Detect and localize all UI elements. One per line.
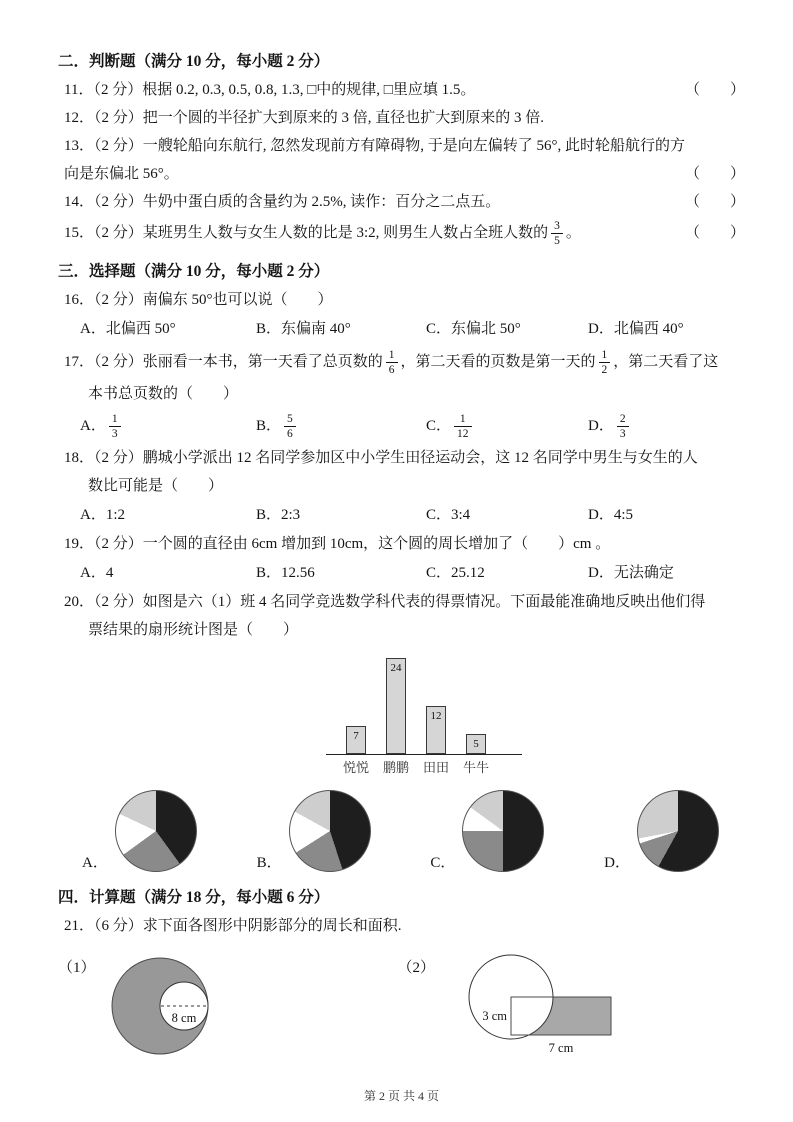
bar-category-label: 牛牛 [462, 760, 489, 775]
bar-悦悦 [336, 726, 376, 754]
section-4-heading: 四．计算题（满分 18 分，每小题 6 分） [58, 889, 330, 906]
fraction-1-12 [454, 413, 472, 440]
option-16-c: C．东偏北 50° [426, 321, 521, 337]
bar-牛牛 [456, 734, 496, 754]
option-19-a: A．4 [80, 565, 114, 581]
pie-chart-B [289, 790, 371, 872]
option-18-b: B．2:3 [256, 507, 301, 523]
question-19-options [58, 558, 745, 588]
pie-option-C [430, 790, 544, 872]
question-15 [58, 216, 745, 250]
figure-2-label: （2） [397, 960, 436, 976]
question-11 [58, 76, 745, 104]
question-12-text: 12．（2 分）把一个圆的半径扩大到原来的 3 倍, 直径也扩大到原来的 3 倍. [64, 110, 545, 126]
figure-2-drawing [439, 950, 669, 1068]
figure-2-height-dimension: 3 cm [482, 1009, 508, 1023]
question-18-options [58, 500, 745, 530]
pie-chart-C [462, 790, 544, 872]
figure-1 [58, 950, 230, 1068]
question-14-answer-slot: （ ） [684, 194, 745, 210]
fraction-1-6 [386, 349, 398, 376]
fraction-denominator: 3 [111, 428, 118, 440]
bar-田田 [416, 706, 456, 754]
question-13-line2 [58, 160, 745, 188]
fraction-numerator: 5 [284, 413, 296, 427]
fraction-denominator: 2 [601, 364, 608, 376]
question-16: 16．（2 分）南偏东 50°也可以说（ ） [64, 292, 333, 308]
fraction-numerator: 1 [599, 349, 611, 363]
pie-chart-D [637, 790, 719, 872]
pie-option-label: A． [82, 855, 108, 871]
pie-option-label: B． [256, 855, 282, 871]
question-13-answer-slot: （ ） [684, 166, 745, 182]
pie-chart-A [115, 790, 197, 872]
fraction-numerator: 1 [109, 413, 121, 427]
bar-value-label: 5 [473, 738, 479, 750]
question-18-line2: 数比可能是（ ） [88, 478, 224, 494]
question-15-text-post: 。 [565, 225, 581, 241]
fraction-denominator: 12 [457, 428, 469, 440]
fraction-numerator: 1 [386, 349, 398, 363]
option-19-c: C．25.12 [426, 565, 485, 581]
question-11-text: 11．（2 分）根据 0.2, 0.3, 0.5, 0.8, 1.3, □中的规律, □里应填 1.5。 [64, 82, 476, 98]
figure-1-drawing [100, 950, 230, 1062]
question-17-part1: 17．（2 分）张丽看一本书，第一天看了总页数的 [64, 354, 383, 370]
question-15-text [58, 216, 677, 250]
option-17-a [80, 408, 256, 444]
bar-chart-categories [326, 755, 522, 776]
pie-option-A [82, 790, 197, 872]
bar-value-label: 24 [390, 662, 402, 674]
fraction-3-5 [551, 220, 563, 247]
fraction-2-3 [617, 413, 629, 440]
pie-option-D [604, 790, 719, 872]
question-17-line2: 本书总页数的（ ） [88, 386, 239, 402]
option-18-a: A．1:2 [80, 507, 126, 523]
question-20-line1: 20．（2 分）如图是六（1）班 4 名同学竞选数学科代表的得票情况。下面最能准确地反映出他们得 [64, 594, 706, 610]
question-13-text-line1: 13．（2 分）一艘轮船向东航行, 忽然发现前方有障碍物, 于是向左偏转了 56°, 此时轮船航行的方 [64, 138, 686, 154]
bar-value-label: 12 [430, 710, 442, 722]
option-18-c: C．3:4 [426, 507, 471, 523]
question-12 [58, 104, 745, 132]
question-11-answer-slot: （ ） [684, 82, 745, 98]
option-19-b: B．12.56 [256, 565, 315, 581]
question-17-options [58, 408, 745, 444]
question-13-line1 [58, 132, 745, 160]
fraction-denominator: 5 [554, 235, 560, 247]
question-17-line1 [58, 344, 745, 380]
question-21: 21．（6 分）求下面各图形中阴影部分的周长和面积. [64, 918, 402, 934]
pie-option-B [257, 790, 371, 872]
option-label: A． [80, 418, 106, 434]
figure-2-width-dimension: 7 cm [548, 1041, 574, 1055]
question-17-part2: ，第二天看的页数是第一天的 [400, 354, 596, 370]
question-13-text-line2: 向是东偏北 56°。 [64, 166, 179, 182]
question-16-options [58, 314, 745, 344]
option-17-d [588, 408, 745, 444]
votes-bar-chart [326, 654, 522, 776]
figure-1-dimension: 8 cm [171, 1011, 196, 1025]
fraction-denominator: 6 [388, 364, 395, 376]
question-14 [58, 188, 745, 216]
figure-2 [398, 950, 670, 1068]
question-18-line1: 18．（2 分）鹏城小学派出 12 名同学参加区中小学生田径运动会，这 12 名同学中男生与女生的人 [64, 450, 698, 466]
question-17-part3: ，第二天看了这 [613, 354, 719, 370]
option-label: B． [256, 418, 282, 434]
question-15-answer-slot: （ ） [684, 225, 745, 241]
option-18-d: D．4:5 [588, 507, 634, 523]
fraction-numerator: 3 [551, 220, 563, 234]
pie-option-label: D． [604, 855, 630, 871]
option-label: C． [426, 418, 452, 434]
question-21-figures [58, 950, 745, 1068]
bar-chart-bars [326, 654, 522, 754]
section-3-heading: 三．选择题（满分 10 分，每小题 2 分） [58, 263, 330, 280]
option-17-c [426, 408, 588, 444]
option-17-b [256, 408, 426, 444]
question-14-text: 14．（2 分）牛奶中蛋白质的含量约为 2.5%, 读作：百分之二点五。 [64, 194, 501, 210]
bar-category-label: 鹏鹏 [382, 760, 409, 775]
question-19: 19．（2 分）一个圆的直径由 6cm 增加到 10cm，这个圆的周长增加了（ ）cm 。 [64, 536, 611, 552]
option-16-a: A．北偏西 50° [80, 321, 176, 337]
option-label: D． [588, 418, 614, 434]
fraction-numerator: 2 [617, 413, 629, 427]
bar-value-label: 7 [353, 730, 359, 742]
question-15-text-pre: 15．（2 分）某班男生人数与女生人数的比是 3:2, 则男生人数占全班人数的 [64, 225, 549, 241]
fraction-1-2 [599, 349, 611, 376]
fraction-denominator: 3 [619, 428, 626, 440]
section-2-heading: 二．判断题（满分 10 分，每小题 2 分） [58, 53, 330, 70]
bar-category-label: 田田 [422, 760, 449, 775]
fraction-5-6 [284, 413, 296, 440]
page-number-footer: 第 2 页 共 4 页 [363, 1089, 439, 1103]
fraction-denominator: 6 [287, 428, 293, 440]
fraction-1-3 [109, 413, 121, 440]
pie-options-row [58, 776, 745, 872]
option-16-d: D．北偏西 40° [588, 321, 684, 337]
pie-option-label: C． [430, 855, 456, 871]
bar-鹏鹏 [376, 658, 416, 754]
option-19-d: D．无法确定 [588, 565, 674, 581]
question-20-line2: 票结果的扇形统计图是（ ） [88, 622, 299, 638]
bar-category-label: 悦悦 [342, 760, 369, 775]
option-16-b: B．东偏南 40° [256, 321, 351, 337]
fraction-numerator: 1 [454, 413, 472, 427]
figure-1-label: （1） [58, 960, 96, 976]
